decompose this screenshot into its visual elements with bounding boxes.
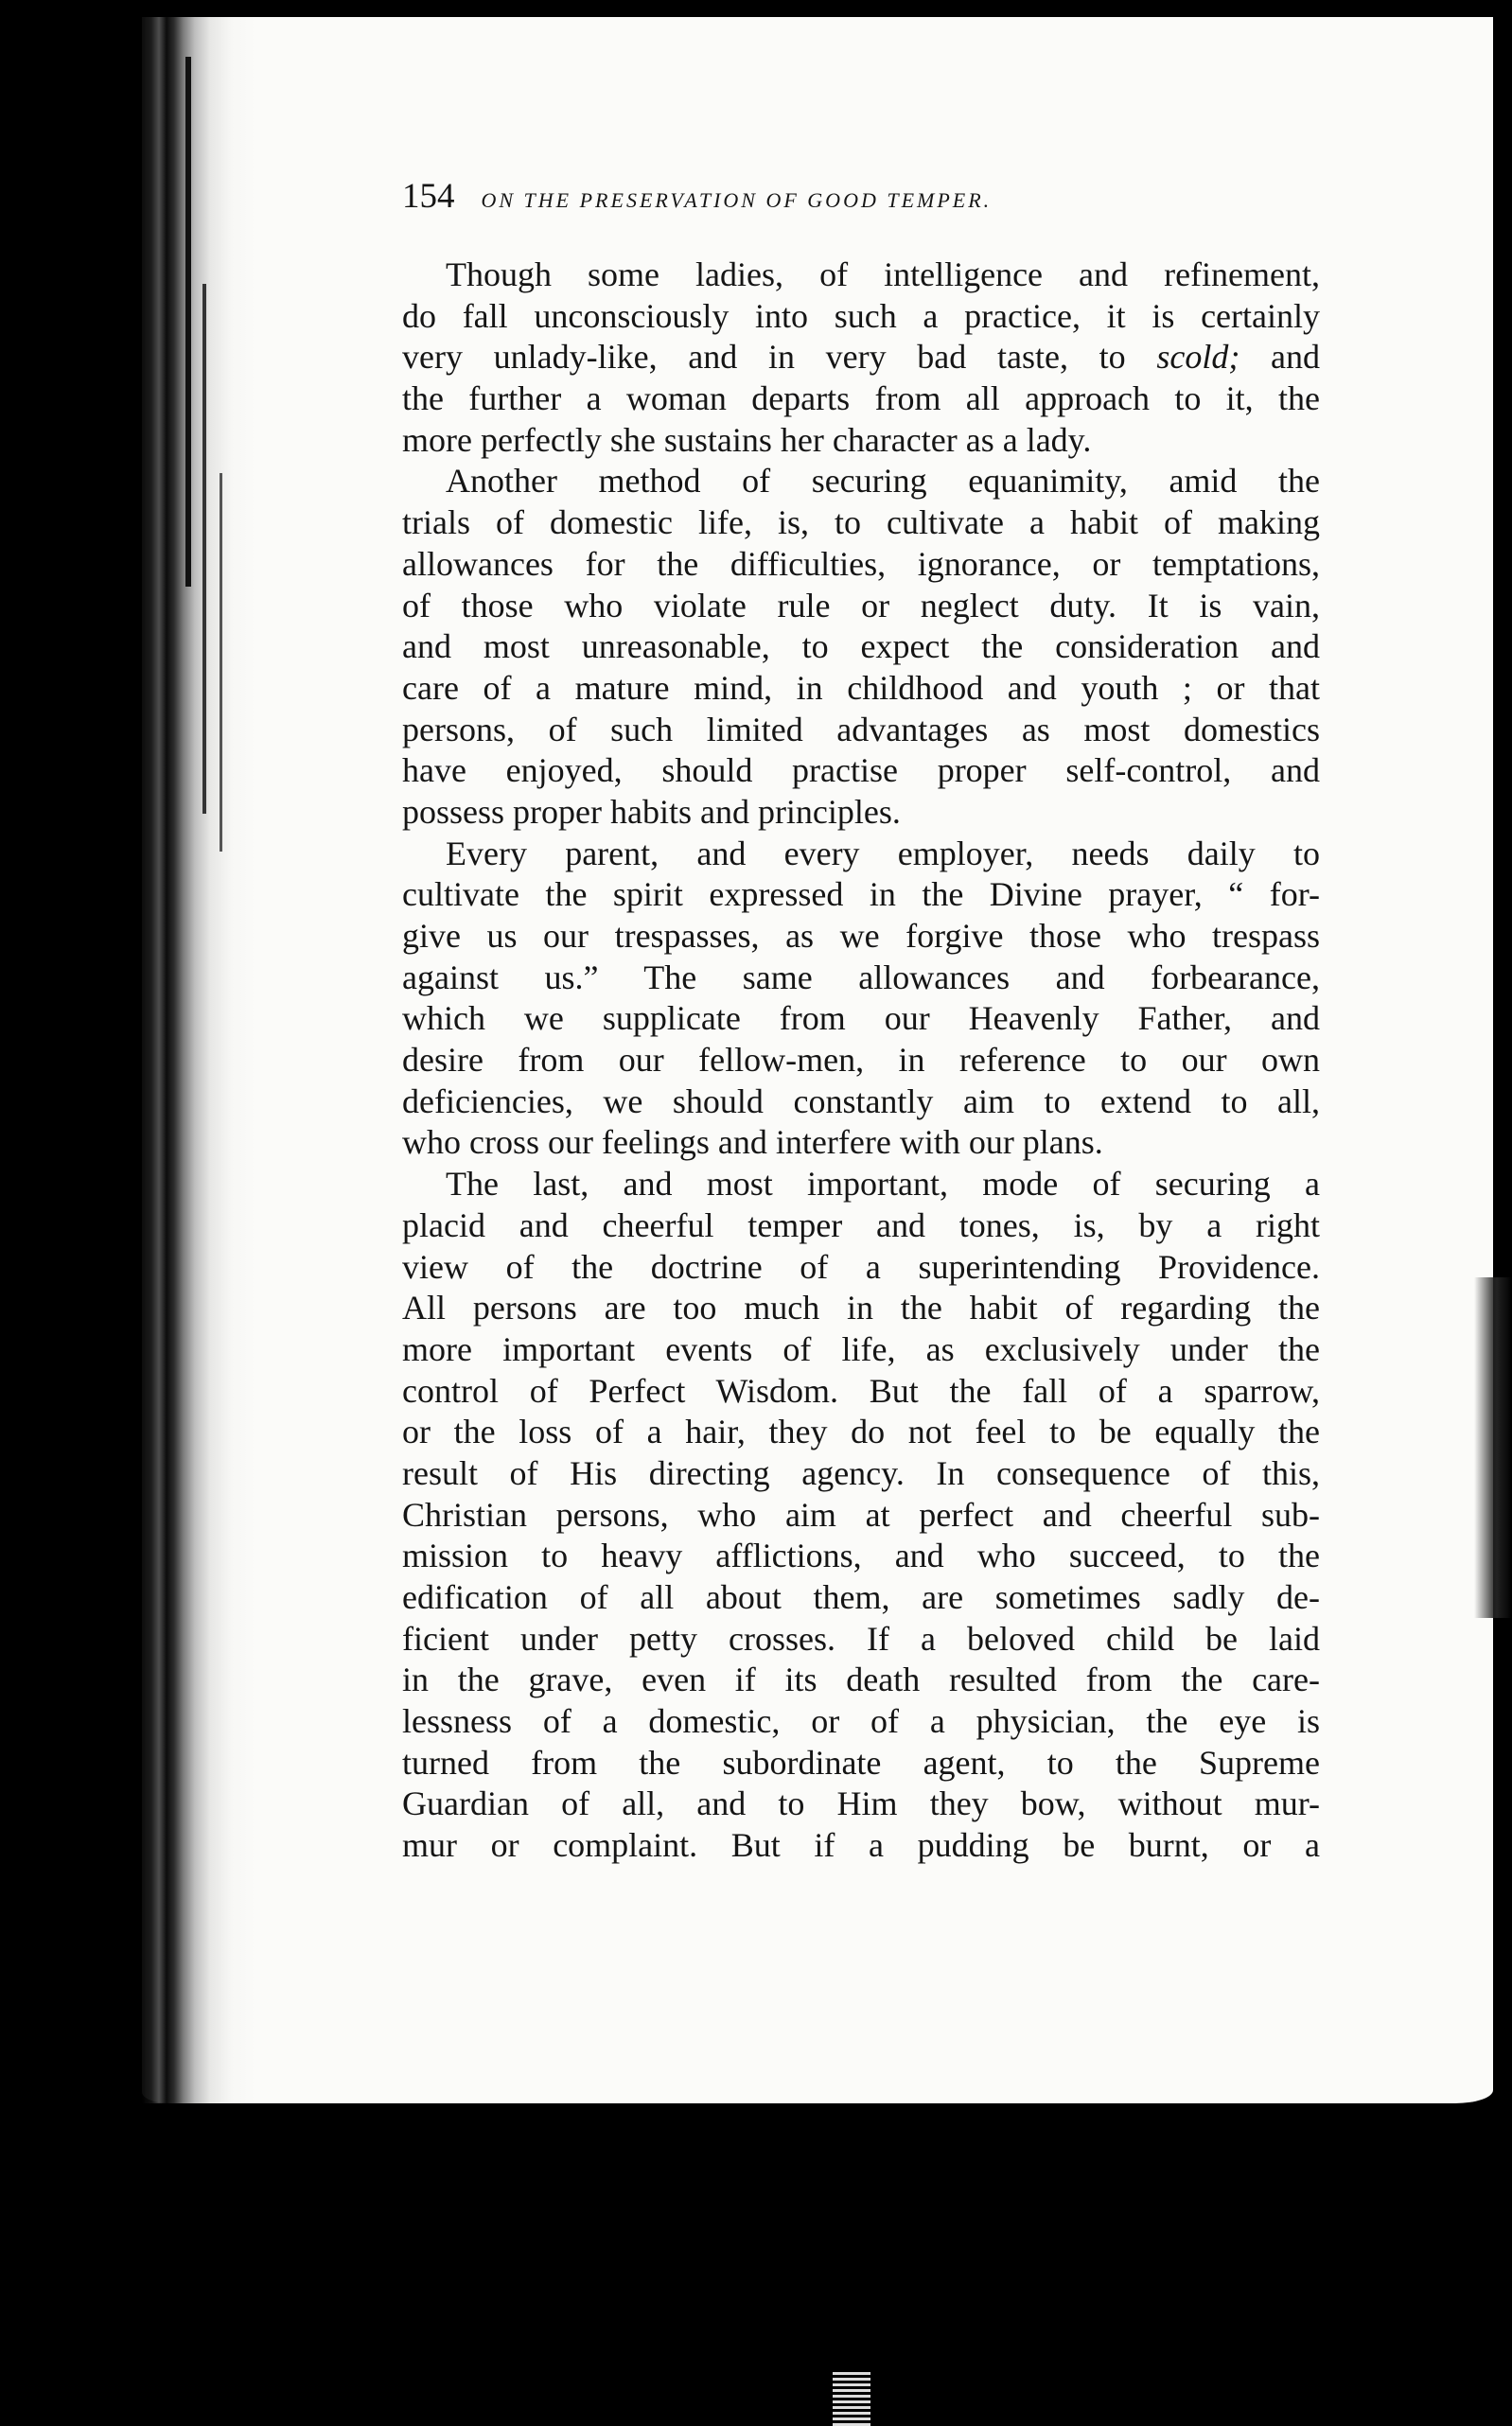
text-line: of those who violate rule or neglect duty. It is vain, xyxy=(402,586,1320,624)
page-header xyxy=(402,176,1320,217)
text-line: persons, of such limited advantages as most domestics xyxy=(402,710,1320,748)
right-edge-shadow xyxy=(1474,1277,1512,1618)
paragraph-3 xyxy=(402,834,1320,1165)
text-line: possess proper habits and principles. xyxy=(402,792,901,831)
text-block xyxy=(402,176,1320,1867)
running-head: ON THE PRESERVATION OF GOOD TEMPER. xyxy=(481,188,993,212)
page-number: 154 xyxy=(402,177,455,216)
paragraph-2 xyxy=(402,461,1320,833)
text-line: Guardian of all, and to Him they bow, without mur- xyxy=(402,1784,1320,1823)
text-line: deficiencies, we should constantly aim to extend to all, xyxy=(402,1081,1320,1120)
paragraph-1 xyxy=(402,255,1320,461)
bottom-scan-artifact xyxy=(833,2369,870,2426)
text-line: turned from the subordinate agent, to the Supreme xyxy=(402,1743,1320,1782)
text-line: more perfectly she sustains her character as a lady. xyxy=(402,420,1092,459)
text-line: in the grave, even if its death resulted from the care- xyxy=(402,1661,1320,1699)
text-line: mur or complaint. But if a pudding be burnt, or a xyxy=(402,1826,1320,1865)
text-line: which we supplicate from our Heavenly Father, and xyxy=(402,999,1320,1038)
gutter-streak xyxy=(202,284,206,814)
text-line: mission to heavy afflictions, and who succeed, to the xyxy=(402,1537,1320,1575)
text-line-end: and xyxy=(1239,338,1321,377)
text-line: control of Perfect Wisdom. But the fall of a sparrow, xyxy=(402,1371,1320,1410)
text-line: The last, and most important, mode of securing a xyxy=(446,1165,1320,1204)
text-line: the further a woman departs from all approach to it, the xyxy=(402,379,1320,418)
text-line: desire from our fellow-men, in reference to our own xyxy=(402,1041,1320,1080)
text-line: who cross our feelings and interfere with our plans. xyxy=(402,1123,1103,1162)
text-line: edification of all about them, are sometimes sadly de- xyxy=(402,1578,1320,1616)
text-line: lessness of a domestic, or of a physician, the eye is xyxy=(402,1702,1320,1741)
text-line: cultivate the spirit expressed in the Divine prayer, “ for- xyxy=(402,875,1320,914)
text-line: trials of domestic life, is, to cultivate a habit of making xyxy=(402,503,1320,542)
text-line: Every parent, and every employer, needs daily to xyxy=(446,834,1320,872)
text-line: or the loss of a hair, they do not feel to be equally the xyxy=(402,1413,1320,1451)
text-line: Another method of securing equanimity, amid the xyxy=(446,462,1320,501)
gutter-streak xyxy=(185,57,191,587)
text-line: care of a mature mind, in childhood and youth ; or that xyxy=(402,668,1320,707)
text-line: and most unreasonable, to expect the consideration and xyxy=(402,627,1320,666)
text-line: have enjoyed, should practise proper self-control, and xyxy=(402,751,1320,790)
text-line: against us.” The same allowances and forbearance, xyxy=(402,958,1320,996)
text-line-with-italic xyxy=(402,337,1320,378)
text-line: give us our trespasses, as we forgive those who trespass xyxy=(402,917,1320,955)
gutter-streak xyxy=(220,473,222,852)
text-line: result of His directing agency. In consequence of this, xyxy=(402,1453,1320,1492)
paragraph-4 xyxy=(402,1164,1320,1867)
italic-word: scold; xyxy=(1156,338,1240,377)
text-line: do fall unconsciously into such a practice, it is certainly xyxy=(402,296,1320,335)
binding-gutter xyxy=(142,17,255,2103)
text-line: more important events of life, as exclusively under the xyxy=(402,1329,1320,1368)
text-line: Though some ladies, of intelligence and refinement, xyxy=(446,255,1320,293)
text-line: Christian persons, who aim at perfect and cheerful sub- xyxy=(402,1495,1320,1534)
text-line-start: very unlady-like, and in very bad taste, to xyxy=(402,338,1126,377)
text-line: view of the doctrine of a superintending Providence. xyxy=(402,1247,1320,1286)
text-line: placid and cheerful temper and tones, is, by a right xyxy=(402,1205,1320,1244)
text-line: allowances for the difficulties, ignorance, or temptations, xyxy=(402,544,1320,583)
text-line: ficient under petty crosses. If a beloved child be laid xyxy=(402,1619,1320,1658)
text-line: All persons are too much in the habit of regarding the xyxy=(402,1289,1320,1327)
